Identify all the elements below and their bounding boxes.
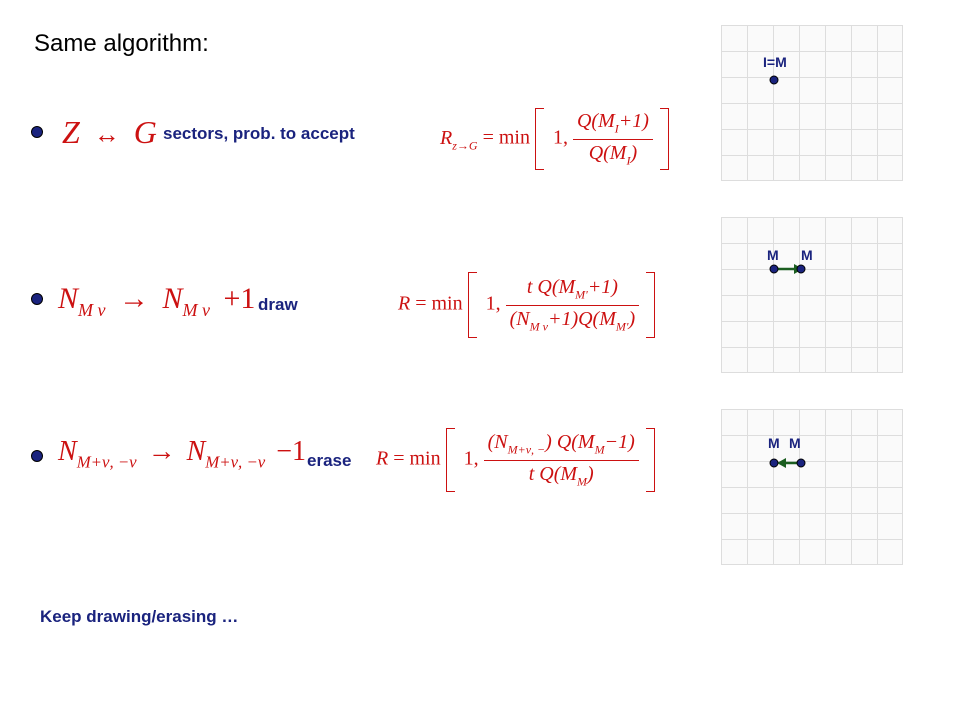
formula-z-to-g — [62, 114, 157, 151]
bullet-1 — [31, 126, 43, 138]
formula-erase: $N_{M+\nu, -\nu} \to N_{M+\nu, -\nu} -1$ — [58, 436, 307, 472]
formula-arrow: ↔ — [93, 120, 120, 149]
rate-formula-3: R = min 1, $\frac{(N_{M+\nu, -}) Q(M_M-1)}{t Q(M_M)}$ — [376, 428, 655, 492]
rate-lhs: $R_{z\to G}$ — [440, 126, 478, 152]
grid-2-label-a: M — [767, 247, 779, 263]
rate-one: 1, — [552, 126, 568, 149]
site-dot — [770, 459, 778, 467]
rate-formula-2: R = min 1, $\frac{t Q(M_{M'}+1)}{(N_{M \nu}+1)Q(M_{M'})}$ — [398, 272, 655, 338]
grid-lines — [721, 25, 903, 181]
formula-left: Z — [62, 114, 80, 150]
grid-3-label-a: M — [768, 435, 780, 451]
bullet-3 — [31, 450, 43, 462]
grid-lines — [721, 217, 903, 373]
rate-fraction: $\frac{(N_{M+\nu, -}) Q(M_M-1)}{t Q(M_M)}$ — [484, 431, 639, 489]
label-erase: erase — [307, 451, 352, 470]
label-draw: draw — [258, 295, 298, 314]
formula-draw: $N_{M \nu} \to N_{M \nu} +1$ — [58, 282, 256, 321]
rate-eq: = min — [482, 126, 530, 149]
lattice-grid-1 — [721, 25, 903, 181]
grid-3-label-b: M — [789, 435, 801, 451]
label-sectors: sectors, prob. to accept — [163, 124, 355, 143]
lattice-grid-2 — [721, 217, 903, 373]
footer-note: Keep drawing/erasing … — [40, 607, 239, 626]
site-dot — [797, 265, 805, 273]
rate-formula-1 — [440, 108, 669, 170]
rate-fraction: $\frac{Q(M_I+1)}{Q(M_I)}$ — [573, 110, 653, 168]
grid-2-label-b: M — [801, 247, 813, 263]
grid-1-label: I=M — [763, 54, 787, 70]
lattice-grid-3 — [721, 409, 903, 565]
rate-fraction: $\frac{t Q(M_{M'}+1)}{(N_{M \nu}+1)Q(M_{M'})}$ — [506, 276, 639, 334]
formula-arrow: → — [119, 282, 149, 315]
slide-title: Same algorithm: — [34, 30, 209, 57]
site-dot — [797, 459, 805, 467]
bullet-2 — [31, 293, 43, 305]
site-dot — [770, 265, 778, 273]
grid-lines — [721, 409, 903, 565]
formula-right: G — [133, 114, 157, 150]
site-dot — [770, 76, 778, 84]
